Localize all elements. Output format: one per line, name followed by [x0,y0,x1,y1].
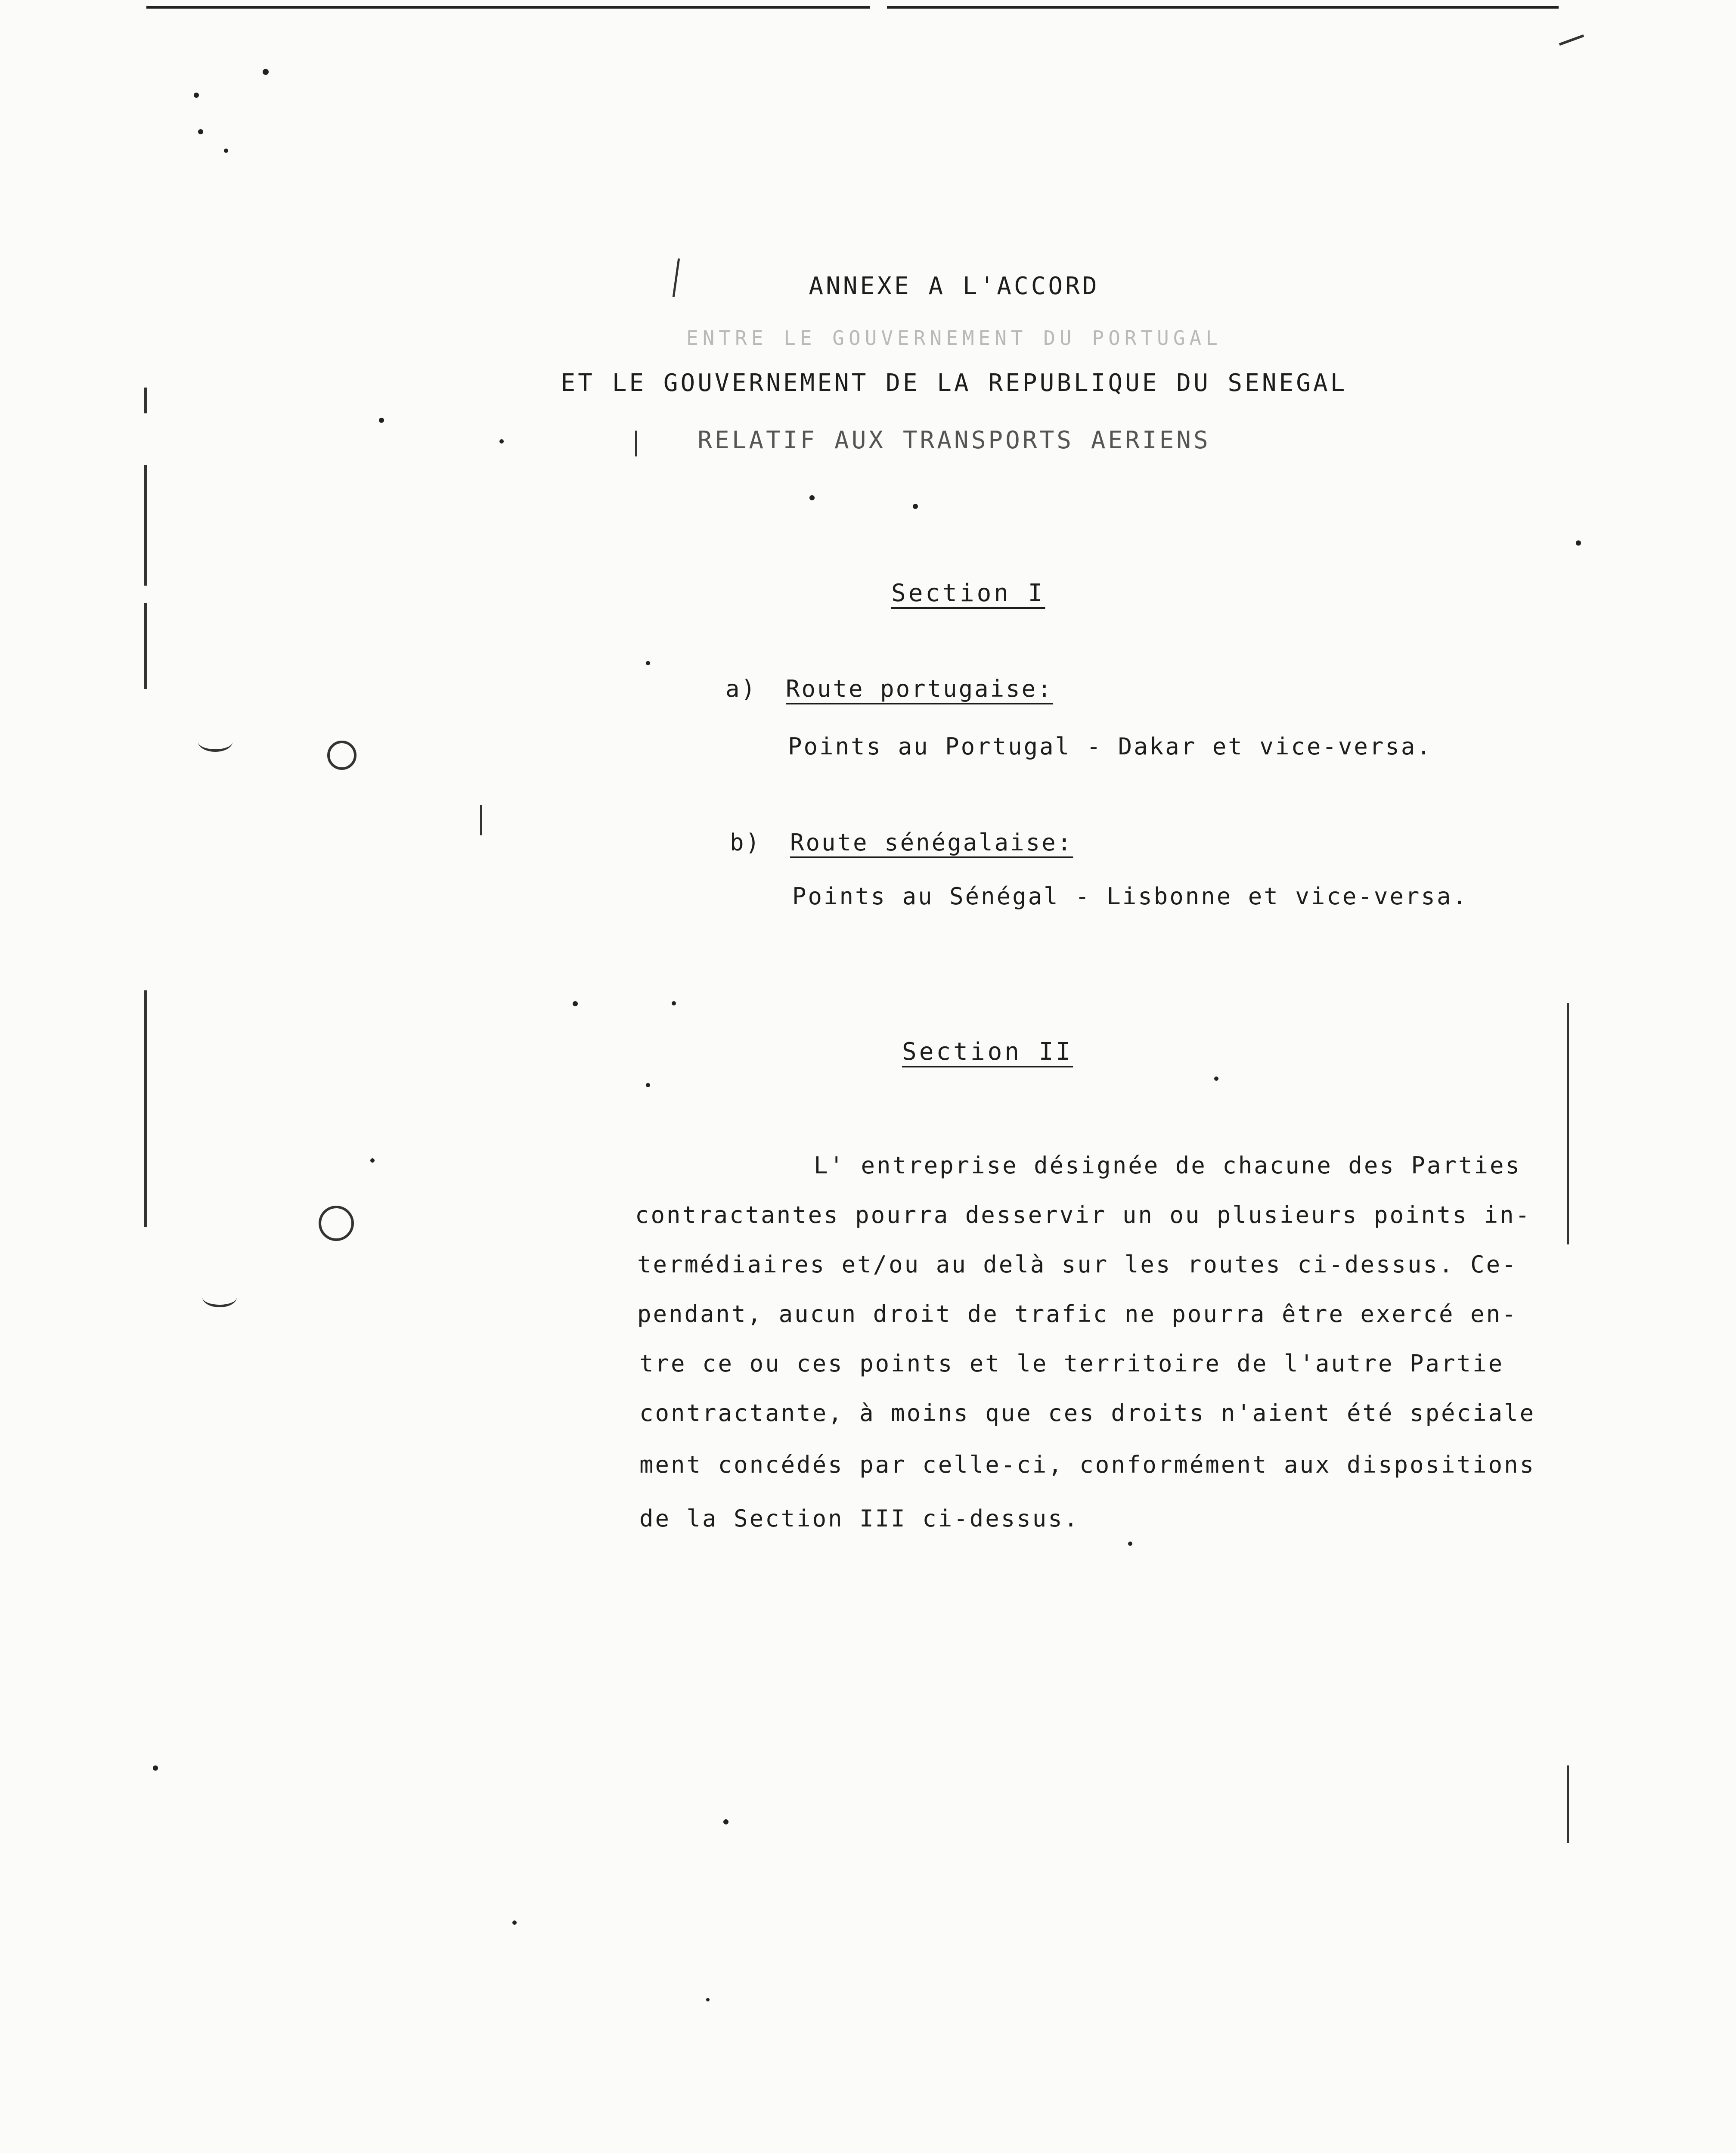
margin-line [1567,1765,1569,1843]
speck [672,1001,676,1005]
section-1-heading: Section I [891,579,1045,607]
faded-line: ENTRE LE GOUVERNEMENT DU PORTUGAL [686,326,1222,350]
margin-line [144,465,147,586]
speck [512,1920,517,1925]
speck [913,504,918,509]
top-rule-left [146,6,870,9]
corner-mark [1559,34,1584,46]
margin-line [144,990,147,1227]
speck [646,661,650,665]
paragraph-line: L' entreprise désignée de chacune des Parties [814,1152,1521,1179]
item-b-text: Points au Sénégal - Lisbonne et vice-versa. [792,883,1468,910]
speck [1576,540,1581,546]
margin-line [1567,1003,1569,1244]
speck [1214,1076,1218,1081]
speck [224,149,228,153]
punch-hole [319,1206,354,1241]
item-a-text: Points au Portugal - Dakar et vice-versa. [788,733,1432,760]
speck [153,1765,158,1771]
paragraph-line: tre ce ou ces points et le territoire de l'autre Partie [639,1350,1504,1377]
speck [573,1001,578,1006]
item-b-marker: b) [730,829,762,856]
speck [194,93,199,98]
header-line-subject: RELATIF AUX TRANSPORTS AERIENS [698,426,1211,454]
speck [379,418,384,423]
speck [370,1158,375,1163]
speck [809,495,815,500]
paragraph-line: pendant, aucun droit de trafic ne pourra être exercé en- [637,1300,1518,1328]
margin-line [144,603,147,689]
paragraph-line: contractantes pourra desservir un ou plusieurs points in- [635,1201,1531,1229]
margin-arc [202,1287,237,1307]
item-b-title: Route sénégalaise: [790,829,1073,856]
paragraph-line: ment concédés par celle-ci, conformément aux dispositions [639,1451,1536,1478]
speck [723,1819,728,1824]
section-2-heading: Section II [902,1038,1073,1066]
stray-stroke [480,805,482,835]
item-a-marker: a) [725,675,757,702]
top-rule-right [887,6,1559,9]
paragraph-line: termédiaires et/ou au delà sur les routes ci-dessus. Ce- [637,1251,1518,1278]
speck [646,1083,650,1087]
item-a-title: Route portugaise: [786,675,1053,702]
speck [1128,1542,1132,1546]
speck [198,129,203,134]
paragraph-line: de la Section III ci-dessus. [639,1505,1080,1532]
punch-hole [327,741,356,770]
paragraph-line: contractante, à moins que ces droits n'aient été spéciale [639,1399,1536,1427]
speck [263,69,269,75]
speck [706,1998,710,2001]
document-title: ANNEXE A L'ACCORD [809,272,1100,300]
header-line-government: ET LE GOUVERNEMENT DE LA REPUBLIQUE DU SENEGAL [561,369,1348,397]
margin-arc [198,732,232,752]
